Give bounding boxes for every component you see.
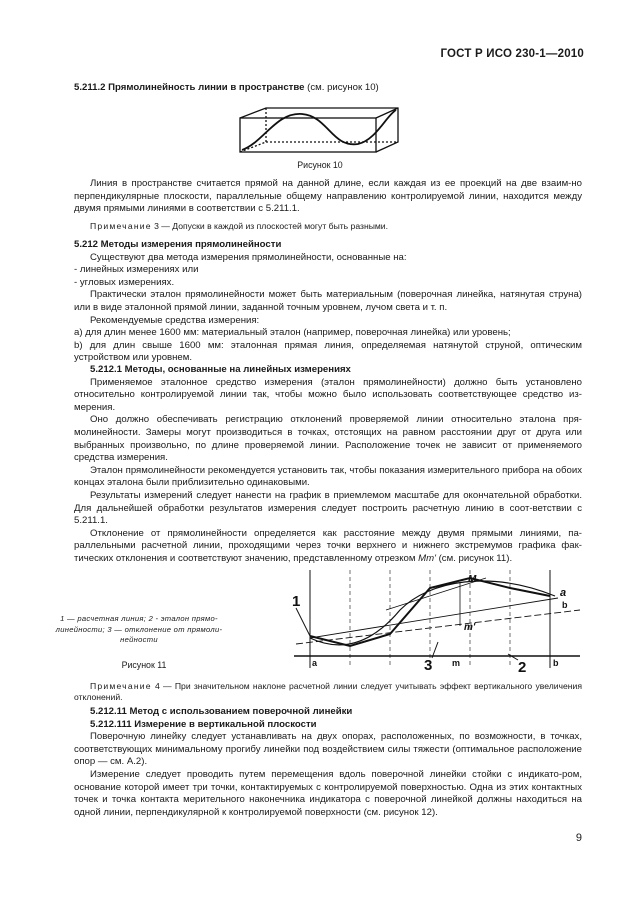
heading-text: 5.211.2 Прямолинейность линии в пространстве bbox=[74, 82, 305, 93]
subsection-heading: 5.212.111 Измерение в вертикальной плоскости bbox=[90, 718, 317, 730]
segment-symbol: Mm' bbox=[418, 552, 436, 564]
label-b-lower: b bbox=[553, 658, 559, 668]
box-back-edges bbox=[240, 108, 398, 152]
figure-11 bbox=[290, 566, 590, 674]
section-5-212-11 bbox=[74, 706, 582, 819]
option-b: b) для длин свыше 1600 мм: эталонная прямая линия, определяемая натянутой струной, оптическим устройством или уровнем. bbox=[74, 339, 582, 364]
box-front-face bbox=[240, 118, 376, 152]
section-heading: 5.212.11 Метод с использованием поверочной линейки bbox=[90, 706, 353, 717]
label-m-upper: M bbox=[468, 574, 477, 585]
section-5-211-2-heading bbox=[74, 82, 582, 95]
section-5-212 bbox=[74, 239, 582, 365]
label-2: 2 bbox=[518, 659, 527, 674]
list-item: - угловых измерениях. bbox=[74, 276, 175, 288]
section-5-212-1 bbox=[74, 364, 582, 566]
figure-11-drawing bbox=[290, 566, 590, 674]
recommended-text: Рекомендуемые средства измерения: bbox=[90, 314, 260, 326]
label-m-prime: m' bbox=[464, 622, 476, 633]
lower-parallel-line bbox=[310, 598, 558, 638]
paragraph-text: Линия в пространстве считается прямой на данной длине, если каждая из ее проекций на две взаим-но перпендикулярные плоскости, параллельные общему направлению контролируемой линии, находится между двумя прямыми линиями в соответствии с 5.211.1. bbox=[74, 178, 582, 215]
heading-ref: (см. рисунок 10) bbox=[304, 82, 379, 93]
paragraph-1: Применяемое эталонное средство измерения (эталон прямолинейности) должно быть установлено относительно контролируемой линии так, чтобы можно было использовать соответствующее средство из-мерения. bbox=[74, 376, 582, 413]
leader-2 bbox=[508, 654, 518, 660]
label-3: 3 bbox=[424, 657, 433, 674]
straightness-standard bbox=[296, 610, 580, 644]
practical-text: Практически эталон прямолинейности может быть материальным (поверочная линейка, натянутая струна) или в виде эталонной прямой линии, заданной точным уровнем, лучом света и т. п. bbox=[74, 289, 582, 313]
page-number: 9 bbox=[575, 832, 582, 844]
list-item: - линейных измерениях или bbox=[74, 264, 199, 276]
label-m-lower: m bbox=[452, 658, 461, 668]
note-3 bbox=[74, 221, 582, 232]
note-text: 3 — Допуски в каждой из плоскостей могут быть разными. bbox=[151, 221, 388, 231]
standard-header: ГОСТ Р ИСО 230-1—2010 bbox=[440, 48, 584, 60]
paragraph-2: Оно должно обеспечивать регистрацию отклонений проверяемой линии относительно эталона пря-молинейности. Замеры могут производиться в точках, отстоящих на равном расстоянии друг от друга или выбранных произвольно, по длине проверяемой линии. Расположение точек не зависит от применяемого средства измерения. bbox=[74, 414, 582, 464]
label-b-right: b bbox=[562, 600, 568, 610]
paragraph-5-start: Отклонение от прямолинейности определяется как расстояние между двумя прямыми линиями, па-раллельными расчетной линии, проходящими через точки верхнего и нижнего экстремумов графика фак-тических отклонения и соответствуют значению, представленному отрезком bbox=[74, 527, 582, 564]
label-a-right: a bbox=[560, 587, 567, 599]
figure-11-legend: 1 — расчетная линия; 2 - эталон прямо-линейности; 3 — отклонение от прямоли-нейности bbox=[55, 614, 223, 644]
paragraph-5-end: (см. рисунок 11). bbox=[435, 552, 513, 564]
intro-text: Существуют два метода измерения прямолинейности, основанные на: bbox=[90, 251, 407, 263]
label-a-lower: a bbox=[312, 658, 318, 668]
paragraph-1: Поверочную линейку следует устанавливать на двух опорах, расположенных, по возможности, в точках, соответствующих минимальному прогибу линейки под воздействием силы тяжести (оптимальное расположение опор — см. А.2). bbox=[74, 731, 582, 768]
space-curve bbox=[242, 110, 396, 150]
box-top-right-edge bbox=[376, 108, 398, 118]
figure-10-drawing bbox=[236, 104, 406, 156]
note-text: 4 — При значительном наклоне расчетной линии следует учитывать эффект вертикального увеличения отклонений. bbox=[74, 681, 582, 702]
paragraph-4: Результаты измерений следует нанести на график в приемлемом масштабе для окончательной обработки. Для дальнейшей обработки результатов измерения следует построить расчетную линию в соот-ветствии с 5.211.1. bbox=[74, 489, 582, 527]
figure-11-caption: Рисунок 11 bbox=[121, 660, 167, 670]
note-label: Примечание bbox=[90, 221, 152, 231]
leader-1 bbox=[296, 608, 310, 636]
figure-10-caption: Рисунок 10 bbox=[297, 160, 343, 170]
option-a: а) для длин менее 1600 мм: материальный эталон (например, поверочная линейка) или уровень; bbox=[74, 327, 511, 339]
figure-10 bbox=[236, 104, 406, 156]
section-heading: 5.212.1 Методы, основанные на линейных измерениях bbox=[90, 364, 351, 375]
note-label: Примечание bbox=[90, 681, 152, 691]
section-heading: 5.212 Методы измерения прямолинейности bbox=[74, 239, 282, 250]
paragraph-2: Измерение следует проводить путем перемещения вдоль поверочной линейки стойки с индикато-ром, основание которой имеет три точки, контактируемых с контролируемой поверхностью. Одна из этих контактных точек и точка контакта мерительного наконечника индикатора с поверочной линейкой должны находиться на одной линии, перпендикулярной к контролируемой поверхности (см. рисунок 12). bbox=[74, 768, 582, 818]
label-1: 1 bbox=[292, 593, 301, 610]
paragraph-3: Эталон прямолинейности рекомендуется установить так, чтобы показания измерительного прибора на обоих концах эталона были приблизительно одинаковыми. bbox=[74, 464, 582, 489]
note-4 bbox=[74, 681, 582, 703]
paragraph-space-line bbox=[74, 178, 582, 216]
